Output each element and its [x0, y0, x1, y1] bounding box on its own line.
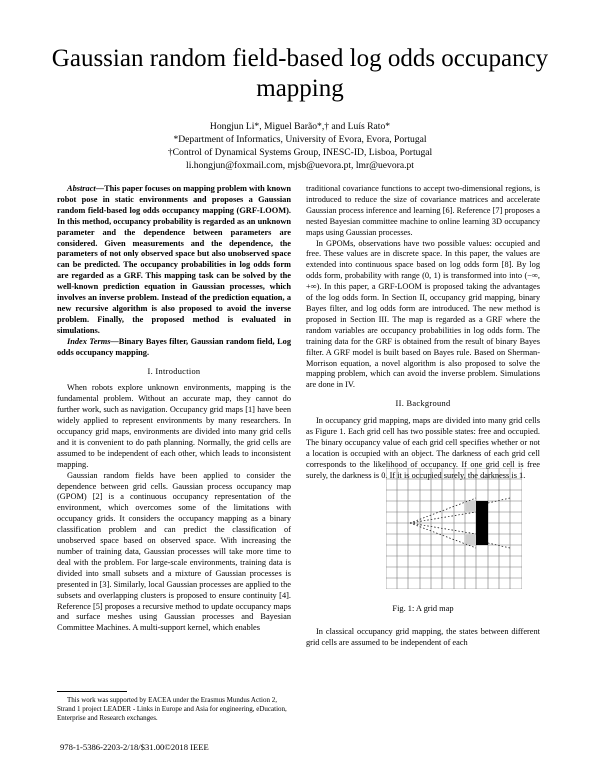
affiliation-1: *Department of Informatics, University of Evora, Evora, Portugal: [173, 134, 427, 145]
author-block: [80, 120, 520, 172]
index-terms-label: Index Terms—: [67, 336, 119, 346]
right-column: [306, 184, 540, 482]
section-heading-introduction: I. Introduction: [147, 366, 201, 376]
paragraph: In occupancy grid mapping, maps are divided into many grid cells as Figure 1. Each grid cell has two possible states: free and occupied. The binary occupancy value of each grid cell specifies whether or not a location is occupied with an object. The darkness of each grid cell corresponds to the likelihood of occupancy. If one grid cell is free surely, the darkness is 0. If it is occupied surely, the darkness is 1.: [306, 416, 540, 480]
abstract-paragraph: [57, 184, 291, 337]
paragraph: When robots explore unknown environments, mapping is the fundamental problem. Without an accurate map, they cannot do further work, such as navigation. Occupancy grid maps [1] have been widely applied to represent environments by many researchers. In occupancy grid maps, environments are divided into many grid cells and it is convenient to do path planning. Normally, the grid cells are assumed to be independent of each other, which leads to inconsistent mapping.: [57, 383, 291, 469]
section-heading-background: II. Background: [395, 399, 451, 409]
paragraph: In GPOMs, observations have two possible values: occupied and free. These values are in discrete space. In this paper, the values are extended into continuous space based on log odds form [8]. By log odds form, probability with range (0, 1) is transformed into into (−∞, +∞). In this paper, a GRF-LOOM is proposed taking the advantages of the log odds form. In Section II, occupancy grid mapping, binary Bayes filter, and log odds form are introduced. The new method is proposed in Section III. The map is regarded as a GRF where the random variables are occupancy probabilities in log odds form. The training data for the GRF is obtained from the result of binary Bayes filter. A GRF model is built based on Bayes rule. Based on Sherman-Morrison equation, a novel algorithm is also proposed to solve the mapping problem, which can avoid the inverse problem. Simulations are done in IV.: [306, 238, 540, 390]
left-column: [57, 184, 291, 634]
abstract-label: Abstract—: [67, 184, 105, 193]
paragraph: Gaussian random fields have been applied to consider the dependence between grid cells. Gaussian process occupancy map (GPOM) [2] is a continuous occupancy representation of the environment, which overcomes some of the limitations with occupancy grids. It considers the occupancy mapping as a binary classification problem and can predict the classification of unobserved space based on observed space. With increasing the number of training data, Gaussian processes will take more time to deal with the problem. For large-scale environments, training data is divided into small subsets and a mixture of Gaussian processes is presented in [3]. Similarly, local Gaussian processes are applied to the subsets and overlapping clusters is proposed to ensure continuity [4]. Reference [5] proposes a recursive method to update occupancy maps and surface meshes using Gaussian processes and Bayesian Committee Machines. A multi-support kernel, which enables: [57, 470, 291, 633]
paper-title: Gaussian random field-based log odds occupancy mapping: [51, 45, 549, 102]
author-names: Hongjun Li*, Miguel Barão*,† and Luís Rato*: [209, 121, 391, 132]
index-terms: [57, 337, 291, 359]
author-emails: li.hongjun@foxmail.com, mjsb@uevora.pt, lmr@uevora.pt: [186, 160, 414, 171]
figure-caption: Fig. 1: A grid map: [392, 604, 454, 613]
paragraph: In classical occupancy grid mapping, the states between different grid cells are assumed to be independent of each: [306, 627, 540, 647]
grid-lines: [386, 468, 522, 589]
occupied-cells: [476, 501, 488, 545]
grid-map-figure: [386, 468, 522, 589]
isbn-line: 978-1-5386-2203-2/18/$31.00©2018 IEEE: [60, 742, 209, 752]
footnote-text: This work was supported by EACEA under the Erasmus Mundus Action 2, Strand 1 project LEADER - Links in Europe and Asia for engineering, eDucation, Enterprise and Research exchanges.: [57, 696, 287, 723]
affiliation-2: †Control of Dynamical Systems Group, INESC-ID, Lisboa, Portugal: [167, 147, 433, 158]
footnote: [57, 696, 291, 724]
index-terms-text: Binary Bayes filter, Gaussian random field, Log odds occupancy mapping.: [57, 336, 291, 357]
paragraph: traditional covariance functions to accept two-dimensional regions, is introduced to reduce the size of covariance matrices and accelerate Gaussian process inference and learning [6]. Reference [7] proposes a nested Bayesian committee machine to online learning 3D occupancy maps using Gaussian processes.: [306, 184, 540, 237]
abstract-text: This paper focuses on mapping problem with known robot pose in static environments and proposes a Gaussian random field-based log odds occupancy mapping (GRF-LOOM). In this method, occupancy probability is regarded as an unknown parameter and the dependence between parameters are considered. Given measurements and the dependence, the parameters of not only observed space but also unobserved space can be predicted. The occupancy probabilities in log odds form are regarded as a GRF. This mapping task can be solved by the well-known prediction equation in Gaussian processes, which involves an inverse problem. Instead of the prediction equation, a new recursive algorithm is also proposed to avoid the inverse problem. Finally, the proposed method is evaluated in simulations.: [57, 184, 291, 335]
footnote-rule: [57, 691, 127, 692]
abstract: [57, 184, 291, 359]
right-column-continued: [306, 627, 540, 649]
